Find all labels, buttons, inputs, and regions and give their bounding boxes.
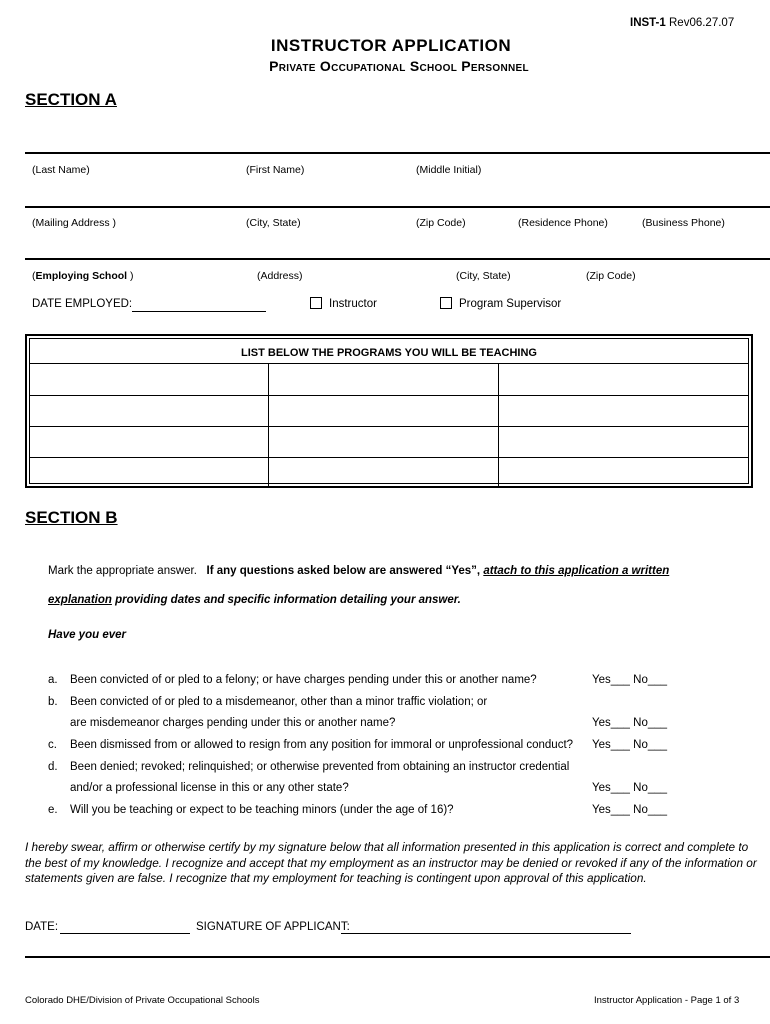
question-letter: d. <box>48 761 58 773</box>
first-name-label: (First Name) <box>246 164 305 176</box>
footer-right: Instructor Application - Page 1 of 3 <box>594 995 740 1006</box>
program-supervisor-checkbox[interactable] <box>440 297 452 309</box>
section-a-heading: SECTION A <box>25 90 117 109</box>
oath-statement: I hereby swear, affirm or otherwise certify by my signature below that all information presented in this application is correct and complete to the best of my knowledge. I recognize and accept that my employment as an instructor may be denied or revoked if any of the information or statements given are false. I recognize that my employment for teaching is contingent upon approval of this application. <box>25 840 757 885</box>
form-id <box>630 17 734 29</box>
middle-initial-label: (Middle Initial) <box>416 164 482 176</box>
program-cell[interactable] <box>268 364 499 395</box>
yes-no-answer[interactable]: Yes___ No___ <box>592 674 668 686</box>
question-text: Been convicted of or pled to a misdemeanor, other than a minor traffic violation; or <box>70 696 488 708</box>
signature-label: SIGNATURE OF APPLICANT: <box>196 921 350 933</box>
mailing-address-label: (Mailing Address ) <box>32 217 117 229</box>
program-row <box>30 395 748 427</box>
page-title: INSTRUCTOR APPLICATION <box>270 36 512 55</box>
program-cell[interactable] <box>268 395 499 426</box>
yes-no-answer[interactable]: Yes___ No___ <box>592 804 668 816</box>
program-row <box>30 364 748 396</box>
question-text: are misdemeanor charges pending under this or another name? <box>70 717 396 729</box>
date-employed-field[interactable] <box>132 311 266 312</box>
program-cell[interactable] <box>30 364 269 395</box>
signature-field[interactable] <box>341 933 631 934</box>
school-zip-label: (Zip Code) <box>586 270 636 282</box>
form-id-code: INST-1 <box>630 17 666 29</box>
business-phone-label: (Business Phone) <box>642 217 725 229</box>
program-row <box>30 426 748 458</box>
yes-no-answer[interactable]: Yes___ No___ <box>592 717 668 729</box>
question-text: Will you be teaching or expect to be teaching minors (under the age of 16)? <box>70 804 454 816</box>
date-field[interactable] <box>60 933 190 934</box>
last-name-label: (Last Name) <box>32 164 90 176</box>
yes-no-answer[interactable]: Yes___ No___ <box>592 739 668 751</box>
school-city-state-label: (City, State) <box>456 270 511 282</box>
zip-code-label: (Zip Code) <box>416 217 466 229</box>
page-subtitle: Private Occupational School Personnel <box>269 58 529 74</box>
program-cell[interactable] <box>268 426 499 457</box>
instructor-label: Instructor <box>329 298 377 310</box>
question-text: and/or a professional license in this or any other state? <box>70 782 349 794</box>
yes-no-answer[interactable]: Yes___ No___ <box>592 782 668 794</box>
school-address-label: (Address) <box>257 270 303 282</box>
have-you-ever: Have you ever <box>48 629 126 641</box>
date-employed-label: DATE EMPLOYED: <box>32 298 133 310</box>
program-cell[interactable] <box>30 457 269 488</box>
form-revision: Rev06.27.07 <box>669 17 735 29</box>
question-letter: e. <box>48 804 58 816</box>
footer-left: Colorado DHE/Division of Private Occupational Schools <box>25 995 260 1006</box>
program-supervisor-label: Program Supervisor <box>459 298 562 310</box>
question-text: Been convicted of or pled to a felony; or have charges pending under this or another name? <box>70 674 537 686</box>
question-text: Been denied; revoked; relinquished; or otherwise prevented from obtaining an instructor credential <box>70 761 570 773</box>
divider <box>25 258 770 260</box>
question-letter: a. <box>48 674 58 686</box>
instructor-checkbox[interactable] <box>310 297 322 309</box>
question-letter: b. <box>48 696 58 708</box>
section-b-heading: SECTION B <box>25 508 118 527</box>
divider <box>25 956 770 958</box>
program-cell[interactable] <box>268 457 499 488</box>
divider <box>25 152 770 154</box>
program-cell[interactable] <box>30 395 269 426</box>
city-state-label: (City, State) <box>246 217 301 229</box>
residence-phone-label: (Residence Phone) <box>518 217 608 229</box>
programs-table-header: LIST BELOW THE PROGRAMS YOU WILL BE TEACHING <box>30 339 748 364</box>
divider <box>25 206 770 208</box>
section-b-intro: Mark the appropriate answer. If any questions asked below are answered “Yes”, attach to this application a written <box>48 565 670 577</box>
question-letter: c. <box>48 739 57 751</box>
program-cell[interactable] <box>30 426 269 457</box>
question-text: Been dismissed from or allowed to resign from any position for immoral or unprofessional conduct? <box>70 739 574 751</box>
program-row <box>30 457 748 488</box>
programs-table <box>25 334 753 488</box>
section-b-intro-cont: explanation providing dates and specific information detailing your answer. <box>48 594 461 606</box>
date-label: DATE: <box>25 921 59 933</box>
employing-school-label: (Employing School ) <box>32 270 134 282</box>
